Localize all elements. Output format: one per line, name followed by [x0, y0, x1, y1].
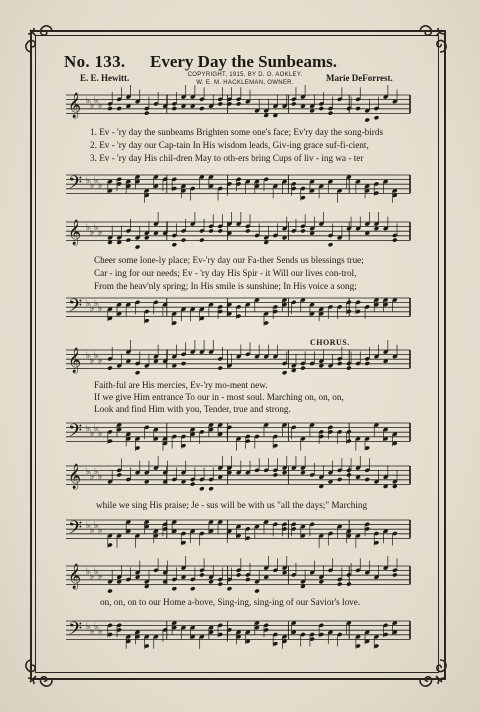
flat-sign-icon: ♭: [94, 350, 99, 360]
note-head: [236, 101, 242, 106]
bass-clef-icon: 𝄢: [68, 518, 83, 543]
flat-sign-icon: ♭: [86, 175, 91, 185]
flat-sign-icon: ♭: [98, 626, 103, 636]
flat-sign-icon: ♭: [86, 350, 91, 360]
flat-sign-icon: ♭: [94, 520, 99, 530]
note-head: [291, 101, 297, 106]
lyric-line: Car - ing for our needs; Ev - 'ry day His Spir - it Will our lives con-trol,: [94, 268, 357, 278]
flat-sign-icon: ♭: [90, 571, 95, 581]
note-head: [181, 238, 187, 243]
flat-sign-icon: ♭: [94, 222, 99, 232]
note-head: [217, 366, 223, 371]
flat-sign-icon: ♭: [98, 471, 103, 481]
lyric-line: 3. Ev - 'ry day His chil-dren May to oth-ers bring Cups of liv - ing wa - ter: [90, 153, 364, 163]
note-head: [346, 582, 352, 587]
note-head: [190, 482, 196, 487]
flat-sign-icon: ♭: [98, 303, 103, 313]
lyric-line: From the heav'nly spring; In His smile is sunshine; In His voice a song;: [94, 281, 357, 291]
flat-sign-icon: ♭: [94, 566, 99, 576]
treble-clef-icon: 𝄞: [68, 348, 82, 373]
note-head: [135, 370, 141, 375]
chorus-label: CHORUS.: [310, 338, 350, 347]
flat-sign-icon: ♭: [94, 466, 99, 476]
note-head: [337, 582, 343, 587]
flat-sign-icon: ♭: [90, 180, 95, 190]
treble-clef-icon: 𝄞: [68, 564, 82, 589]
flat-sign-icon: ♭: [98, 571, 103, 581]
note-head: [135, 244, 141, 249]
hymn-title: Every Day the Sunbeams.: [150, 52, 338, 71]
note-head: [328, 111, 334, 116]
flat-sign-icon: ♭: [86, 423, 91, 433]
flat-sign-icon: ♭: [98, 180, 103, 190]
flat-sign-icon: ♭: [90, 626, 95, 636]
note-head: [273, 472, 279, 477]
flat-sign-icon: ♭: [94, 298, 99, 308]
bass-clef-icon: 𝄢: [68, 173, 83, 198]
note-head: [227, 586, 233, 591]
note-head: [254, 588, 260, 593]
flat-sign-icon: ♭: [90, 227, 95, 237]
note-head: [328, 242, 334, 247]
treble-clef-icon: 𝄞: [68, 93, 82, 118]
note-head: [217, 101, 223, 106]
flat-sign-icon: ♭: [98, 355, 103, 365]
bass-clef-icon: 𝄢: [68, 421, 83, 446]
flat-sign-icon: ♭: [86, 621, 91, 631]
note-head: [181, 361, 187, 366]
note-head: [199, 238, 205, 243]
flat-sign-icon: ♭: [86, 298, 91, 308]
note-head: [190, 586, 196, 591]
flat-sign-icon: ♭: [86, 222, 91, 232]
flat-sign-icon: ♭: [98, 428, 103, 438]
note-head: [171, 586, 177, 591]
note-head: [346, 472, 352, 477]
note-head: [116, 106, 122, 111]
note-head: [107, 106, 113, 111]
note-head: [208, 228, 214, 233]
note-head: [217, 228, 223, 233]
note-head: [282, 370, 288, 375]
lyric-line: Cheer some lone-ly place; Ev-'ry day our Fa-ther Sends us blessings true;: [94, 255, 364, 265]
note-head: [199, 572, 205, 577]
flat-sign-icon: ♭: [90, 303, 95, 313]
note-head: [107, 366, 113, 371]
note-head: [337, 361, 343, 366]
note-head: [208, 486, 214, 491]
lyric-line: 1. Ev - 'ry day the sunbeams Brighten some one's face; Ev'ry day the song-birds: [90, 127, 384, 137]
flat-sign-icon: ♭: [94, 621, 99, 631]
flat-sign-icon: ♭: [98, 525, 103, 535]
note-head: [199, 486, 205, 491]
note-head: [245, 228, 251, 233]
treble-clef-icon: 𝄞: [68, 464, 82, 489]
note-head: [374, 115, 380, 120]
flat-sign-icon: ♭: [98, 227, 103, 237]
note-head: [300, 366, 306, 371]
note-head: [126, 238, 132, 243]
note-head: [318, 106, 324, 111]
note-head: [144, 111, 150, 116]
flat-sign-icon: ♭: [86, 520, 91, 530]
note-head: [364, 361, 370, 366]
note-head: [217, 582, 223, 587]
lyric-line: Faith-ful are His mercies, Ev-'ry mo-ment new.: [94, 380, 268, 390]
note-head: [392, 238, 398, 243]
note-head: [171, 242, 177, 247]
flat-sign-icon: ♭: [90, 471, 95, 481]
flat-sign-icon: ♭: [86, 95, 91, 105]
flat-sign-icon: ♭: [90, 525, 95, 535]
note-head: [107, 588, 113, 593]
lyric-line: If we give Him entrance To our in - most soul. Marching on, on, on,: [94, 392, 344, 402]
lyric-line: while we sing His praise; Je - sus will be with us "all the days;" Marching: [96, 500, 368, 510]
hymn-number: No. 133.: [64, 52, 126, 71]
note-head: [199, 106, 205, 111]
note-head: [171, 106, 177, 111]
flat-sign-icon: ♭: [86, 566, 91, 576]
flat-sign-icon: ♭: [90, 355, 95, 365]
flat-sign-icon: ♭: [86, 466, 91, 476]
copyright-line: COPYRIGHT, 1915, BY D. O. AOKLEY.: [187, 72, 303, 78]
flat-sign-icon: ♭: [94, 95, 99, 105]
composer-credit: Marie DeForrest.: [326, 73, 393, 83]
flat-sign-icon: ♭: [90, 100, 95, 110]
note-head: [364, 477, 370, 482]
note-head: [392, 572, 398, 577]
lyric-line: on, on, on to our Home a-bove, Sing-ing, sing-ing of our Savior's love.: [100, 597, 361, 607]
note-head: [116, 472, 122, 477]
lyric-line: Look and find Him with you, Tender, true and strong.: [94, 404, 291, 414]
flat-sign-icon: ♭: [94, 175, 99, 185]
note-head: [346, 366, 352, 371]
note-head: [300, 228, 306, 233]
bass-clef-icon: 𝄢: [68, 296, 83, 321]
flat-sign-icon: ♭: [90, 428, 95, 438]
note-head: [236, 572, 242, 577]
note-head: [364, 117, 370, 122]
note-head: [355, 106, 361, 111]
treble-clef-icon: 𝄞: [68, 220, 82, 245]
flat-sign-icon: ♭: [94, 423, 99, 433]
note-head: [245, 577, 251, 582]
copyright-line: W. E. M. HACKLEMAN, OWNER.: [196, 80, 294, 86]
bass-clef-icon: 𝄢: [68, 619, 83, 644]
note-head: [337, 477, 343, 482]
lyric-line: 2. Ev - 'ry day our Cap-tain In His wisdom leads, Giv-ing grace suf-fi-cient,: [90, 140, 369, 150]
lyricist-credit: E. E. Hewitt.: [80, 73, 130, 83]
flat-sign-icon: ♭: [98, 100, 103, 110]
